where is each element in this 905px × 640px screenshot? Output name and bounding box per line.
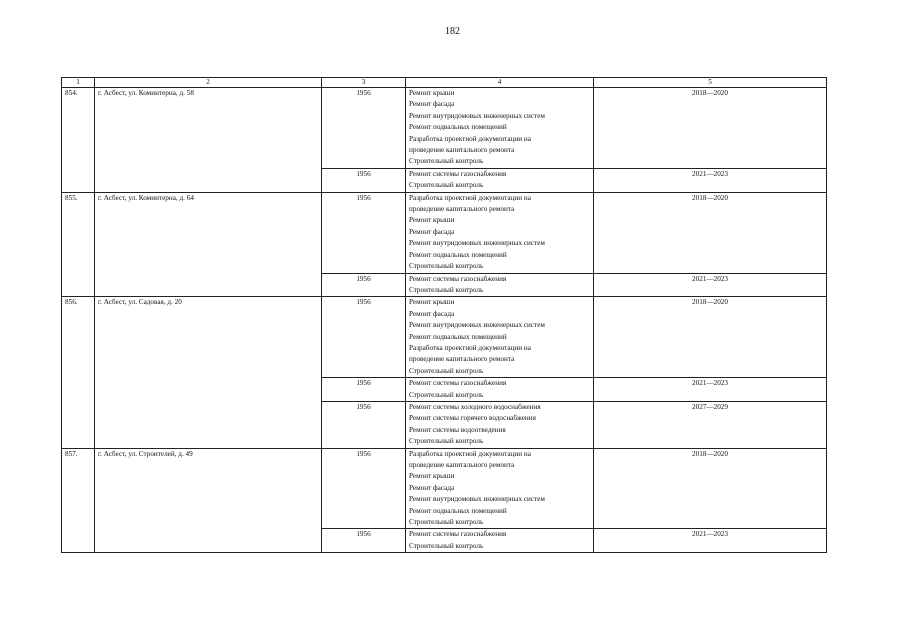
work-item: Разработка проектной документации на — [409, 134, 531, 143]
repair-schedule-table — [61, 77, 827, 553]
work-item: Ремонт фасада — [409, 309, 455, 318]
year-cell: 1956 — [322, 401, 406, 448]
work-item: Строительный контроль — [409, 518, 484, 527]
work-item: Ремонт внутридомовых инженерных систем — [409, 321, 545, 330]
works-cell — [406, 448, 594, 529]
column-header-1: 1 — [62, 78, 95, 88]
work-item: Строительный контроль — [409, 390, 484, 399]
year-cell: 1956 — [322, 88, 406, 169]
work-item: Ремонт подвальных помещений — [409, 250, 507, 259]
work-item: Строительный контроль — [409, 285, 484, 294]
year-cell: 1956 — [322, 273, 406, 297]
work-item: Ремонт внутридомовых инженерных систем — [409, 239, 545, 248]
works-cell — [406, 168, 594, 192]
period-cell: 2021—2023 — [594, 168, 827, 192]
work-item: Разработка проектной документации на — [409, 193, 531, 202]
works-cell — [406, 297, 594, 378]
table-row — [62, 192, 827, 273]
works-cell — [406, 401, 594, 448]
works-cell — [406, 88, 594, 169]
works-cell — [406, 529, 594, 553]
year-cell: 1956 — [322, 297, 406, 378]
period-cell: 2018—2020 — [594, 88, 827, 169]
row-number: 855. — [62, 192, 95, 297]
period-cell: 2027—2029 — [594, 401, 827, 448]
year-cell: 1956 — [322, 529, 406, 553]
address-cell: г. Асбест, ул. Коминтерна, д. 58 — [95, 88, 322, 193]
row-number: 854. — [62, 88, 95, 193]
works-cell — [406, 378, 594, 402]
work-item: Ремонт системы газоснабжения — [409, 530, 507, 539]
period-cell: 2021—2023 — [594, 529, 827, 553]
work-item: Строительный контроль — [409, 157, 484, 166]
work-item: Ремонт системы газоснабжения — [409, 274, 507, 283]
table-row — [62, 297, 827, 378]
period-cell: 2018—2020 — [594, 192, 827, 273]
work-item: Ремонт системы газоснабжения — [409, 379, 507, 388]
period-cell: 2018—2020 — [594, 297, 827, 378]
work-item: Ремонт крыши — [409, 216, 455, 225]
works-cell — [406, 192, 594, 273]
work-item: Ремонт крыши — [409, 298, 455, 307]
work-item: Строительный контроль — [409, 437, 484, 446]
work-item: Разработка проектной документации на — [409, 449, 531, 458]
work-item: Ремонт фасада — [409, 227, 455, 236]
works-cell — [406, 273, 594, 297]
work-item: Ремонт фасада — [409, 483, 455, 492]
work-item: проведение капитального ремонта — [409, 355, 515, 364]
work-item: проведение капитального ремонта — [409, 461, 515, 469]
work-item: Ремонт крыши — [409, 89, 455, 97]
address-cell: г. Асбест, ул. Садовая, д. 20 — [95, 297, 322, 448]
work-item: Ремонт подвальных помещений — [409, 123, 507, 132]
address-cell: г. Асбест, ул. Коминтерна, д. 64 — [95, 192, 322, 297]
work-item: Строительный контроль — [409, 541, 484, 550]
row-number: 856. — [62, 297, 95, 448]
address-cell: г. Асбест, ул. Строителей, д. 49 — [95, 448, 322, 553]
work-item: Ремонт внутридомовых инженерных систем — [409, 495, 545, 504]
work-item: Ремонт системы водоотведения — [409, 425, 506, 434]
work-item: Строительный контроль — [409, 366, 484, 375]
column-header-4: 4 — [406, 78, 594, 88]
year-cell: 1956 — [322, 378, 406, 402]
period-cell: 2021—2023 — [594, 378, 827, 402]
work-item: Строительный контроль — [409, 262, 484, 271]
table-header-row — [62, 78, 827, 88]
work-item: Разработка проектной документации на — [409, 343, 531, 352]
work-item: Ремонт системы газоснабжения — [409, 169, 507, 178]
column-header-2: 2 — [95, 78, 322, 88]
work-item: Ремонт системы горячего водоснабжения — [409, 414, 536, 423]
column-header-5: 5 — [594, 78, 827, 88]
work-item: Ремонт подвальных помещений — [409, 506, 507, 515]
work-item: Строительный контроль — [409, 181, 484, 190]
work-item: Ремонт системы холодного водоснабжения — [409, 402, 541, 411]
year-cell: 1956 — [322, 448, 406, 529]
year-cell: 1956 — [322, 168, 406, 192]
table-row — [62, 88, 827, 169]
table-row — [62, 448, 827, 529]
work-item: Ремонт подвальных помещений — [409, 332, 507, 341]
work-item: Ремонт фасада — [409, 100, 455, 109]
period-cell: 2018—2020 — [594, 448, 827, 529]
column-header-3: 3 — [322, 78, 406, 88]
work-item: Ремонт крыши — [409, 472, 455, 481]
year-cell: 1956 — [322, 192, 406, 273]
work-item: Ремонт внутридомовых инженерных систем — [409, 111, 545, 120]
page-number: 182 — [445, 26, 460, 37]
period-cell: 2021—2023 — [594, 273, 827, 297]
work-item: проведение капитального ремонта — [409, 146, 515, 155]
row-number: 857. — [62, 448, 95, 553]
work-item: проведение капитального ремонта — [409, 205, 515, 214]
